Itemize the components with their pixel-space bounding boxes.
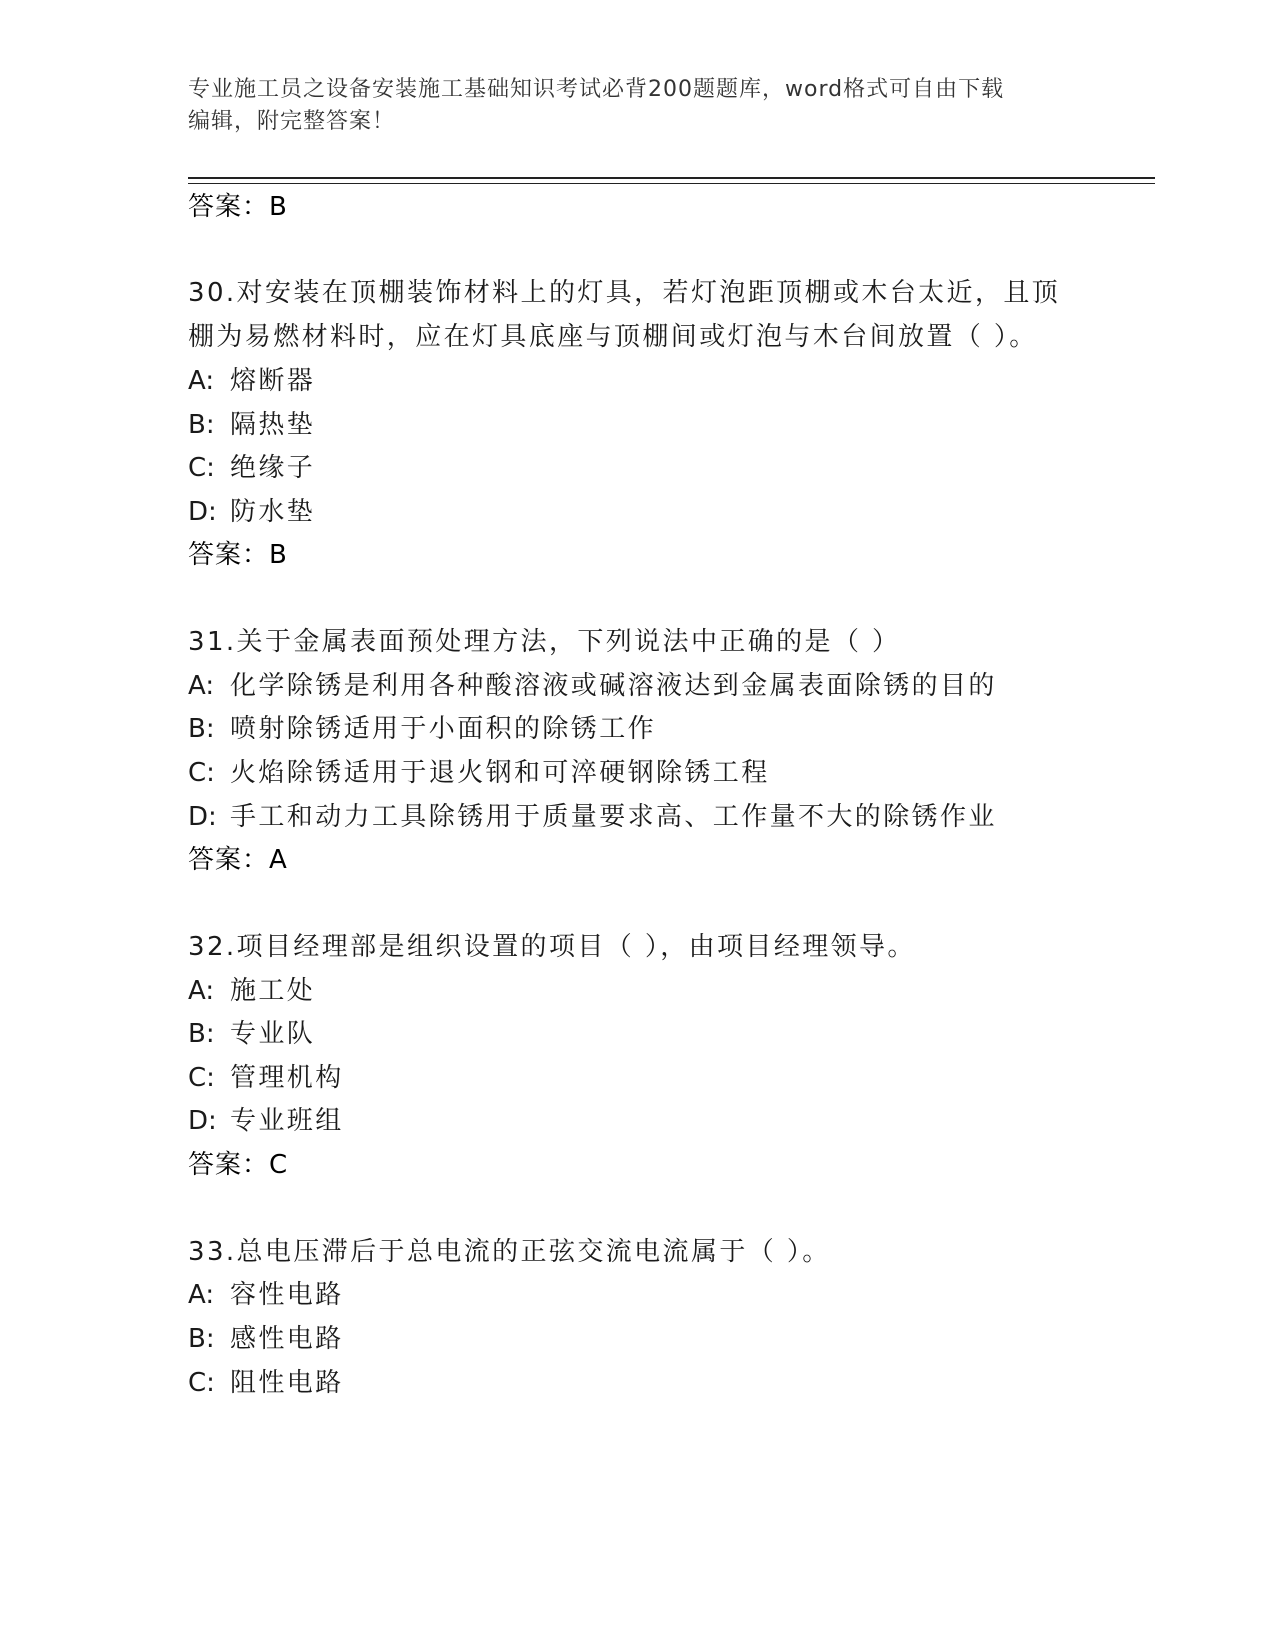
header-line-2: 编辑，附完整答案！ (188, 109, 396, 134)
option-key: D: (188, 1106, 217, 1136)
option-key: C: (188, 1368, 215, 1398)
question-32-option-a (188, 970, 315, 1007)
option-text: 感性电路 (230, 1324, 344, 1354)
option-key: A: (188, 1280, 215, 1310)
question-33-option-b (188, 1318, 344, 1355)
question-32-stem: 32.项目经理部是组织设置的项目（ ），由项目经理领导。 (188, 932, 916, 962)
question-30-stem-line-2: 棚为易燃材料时，应在灯具底座与顶棚间或灯泡与木台间放置（ ）。 (188, 322, 1038, 352)
option-key: A: (188, 366, 215, 396)
option-text: 化学除锈是利用各种酸溶液或碱溶液达到金属表面除锈的目的 (230, 671, 997, 701)
option-text: 管理机构 (230, 1063, 344, 1093)
question-31-option-d (188, 796, 997, 833)
option-text: 火焰除锈适用于退火钢和可淬硬钢除锈工程 (230, 758, 770, 788)
option-text: 专业班组 (230, 1106, 344, 1136)
header-divider-thin (188, 183, 1155, 184)
option-key: C: (188, 1063, 215, 1093)
header-line-1: 专业施工员之设备安装施工基础知识考试必背200题题库，word格式可自由下载 (188, 77, 1005, 102)
option-key: B: (188, 1019, 215, 1049)
option-text: 隔热垫 (230, 410, 316, 440)
question-32-option-d (188, 1100, 344, 1137)
option-key: C: (188, 453, 215, 483)
question-32-option-b (188, 1013, 315, 1050)
question-31-answer: 答案：A (188, 845, 288, 875)
question-30-option-a (188, 360, 315, 397)
option-key: B: (188, 1324, 215, 1354)
option-key: C: (188, 758, 215, 788)
question-30-stem-line-1: 30.对安装在顶棚装饰材料上的灯具，若灯泡距顶棚或木台太近，且顶 (188, 278, 1061, 308)
option-key: A: (188, 976, 215, 1006)
option-key: B: (188, 410, 215, 440)
option-text: 阻性电路 (230, 1368, 344, 1398)
option-text: 容性电路 (230, 1280, 344, 1310)
option-text: 手工和动力工具除锈用于质量要求高、工作量不大的除锈作业 (230, 802, 997, 832)
option-text: 专业队 (230, 1019, 316, 1049)
option-text: 绝缘子 (230, 453, 316, 483)
question-31-option-c (188, 752, 770, 789)
header-divider-thick (188, 177, 1155, 179)
question-30-option-c (188, 447, 315, 484)
option-text: 防水垫 (230, 497, 316, 527)
option-key: A: (188, 671, 215, 701)
question-30-answer: 答案：B (188, 540, 288, 570)
option-text: 熔断器 (230, 366, 316, 396)
option-key: D: (188, 802, 217, 832)
question-31-stem: 31.关于金属表面预处理方法，下列说法中正确的是（ ） (188, 627, 901, 657)
question-32-option-c (188, 1057, 344, 1094)
question-33-stem: 33.总电压滞后于总电流的正弦交流电流属于（ ）。 (188, 1237, 831, 1267)
option-text: 喷射除锈适用于小面积的除锈工作 (230, 714, 657, 744)
document-header (188, 74, 1078, 138)
previous-answer: 答案：B (188, 192, 288, 222)
question-33-option-c (188, 1362, 344, 1399)
question-32-answer: 答案：C (188, 1150, 289, 1180)
question-30-option-b (188, 404, 315, 441)
question-33-option-a (188, 1274, 344, 1311)
option-key: D: (188, 497, 217, 527)
question-31-option-a (188, 665, 997, 702)
question-30-option-d (188, 491, 315, 528)
option-key: B: (188, 714, 215, 744)
question-31-option-b (188, 708, 656, 745)
option-text: 施工处 (230, 976, 316, 1006)
